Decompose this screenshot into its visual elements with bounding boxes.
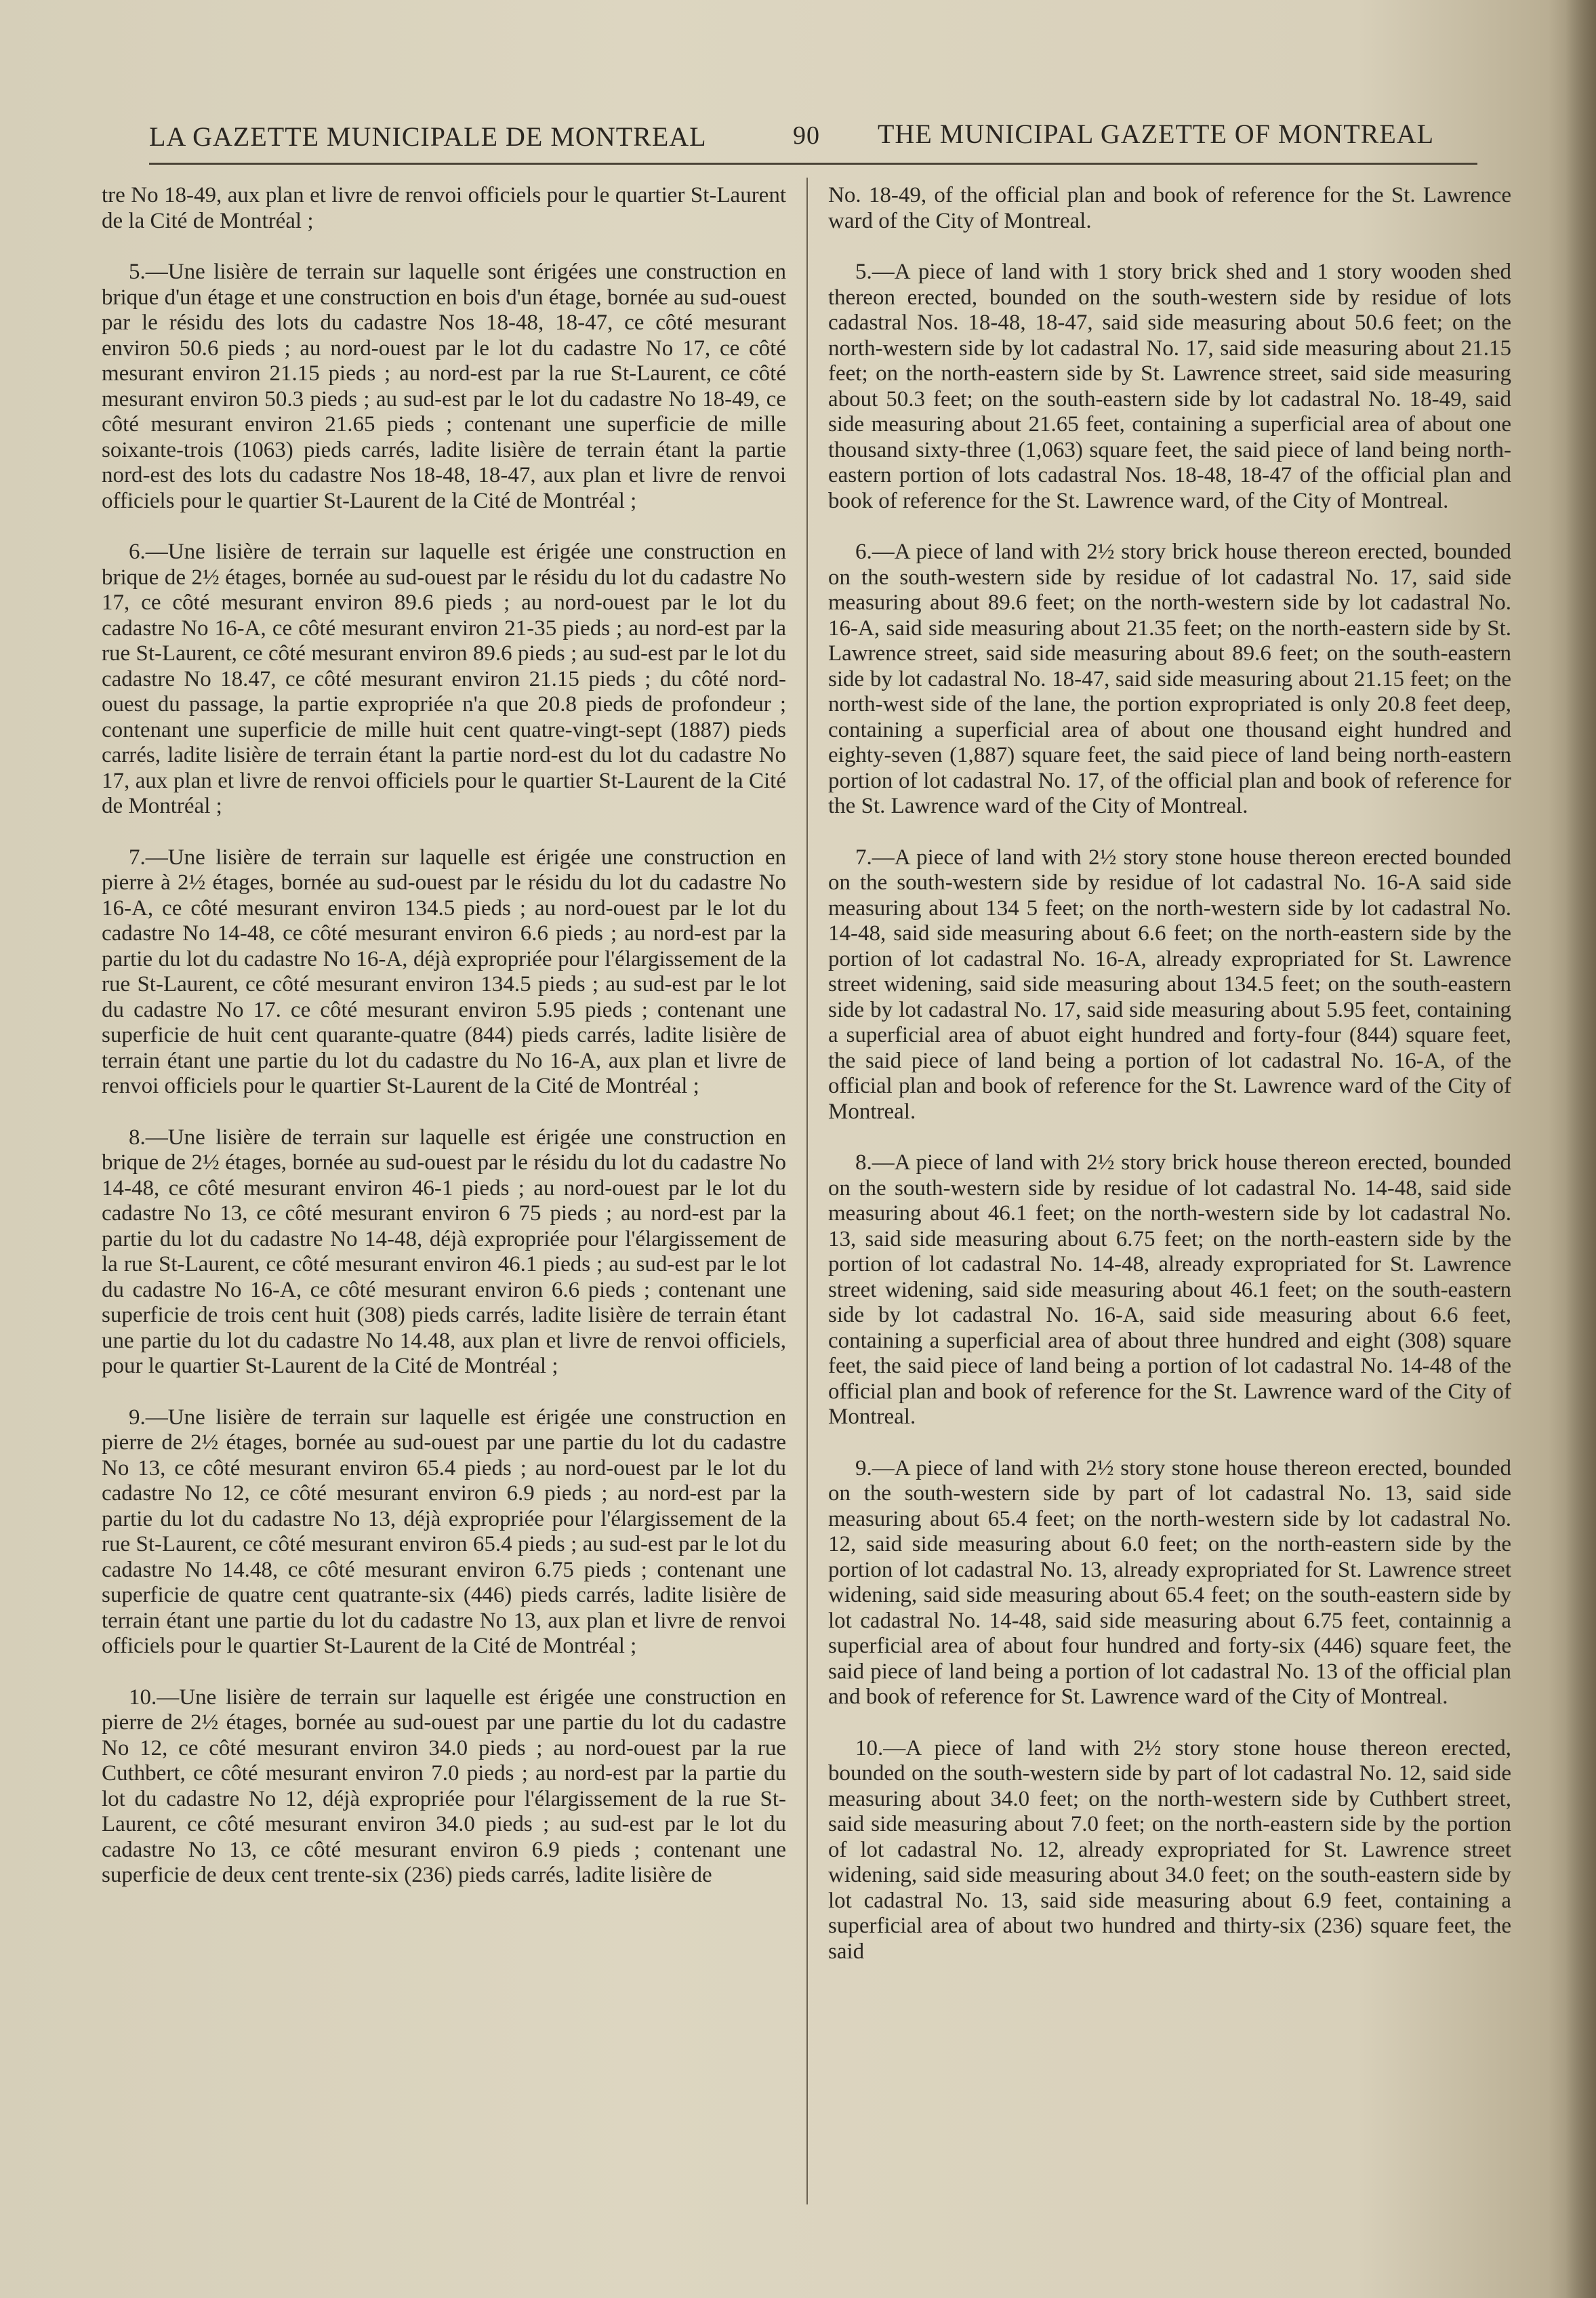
french-paragraph-8: 8.—Une lisière de terrain sur laquelle est érigée une construction en brique de 2½ étages, bornée au sud-ouest par le résidu du lot du cadastre No 14-48, ce côté mesurant environ 46-1 pieds ; au nord-ouest par le lot du cadastre No 13, ce côté mesurant environ 6 75 pieds ; au nord-est par la partie du lot du cadastre No 14-48, déjà expropriée pour l'élargissement de la rue St-Laurent, ce côté mesurant environ 46.1 pieds ; au sud-est par le lot du cadastre No 16-A, ce côté mesurant environ 6.6 pieds ; contenant une superficie de trois cent huit (308) pieds carrés, ladite lisière de terrain étant une partie du lot du cadastre No 14.48, aux plan et livre de renvoi officiels, pour le quartier St-Laurent de la Cité de Montréal ; — [102, 1125, 786, 1378]
english-paragraph-9: 9.—A piece of land with 2½ story stone house thereon erected, bounded on the south-western side by part of lot cadastral No. 13, said side measuring about 65.4 feet; on the north-western side by lot cadastral No. 12, said side measuring about 6.0 feet; on the north-eastern side by the portion of lot cadastral No. 13, already expropriated for St. Lawrence street widening, said side measuring about 65.4 feet; on the south-eastern side by lot cadastral No. 14-48, said side measuring about 6.75 feet, containnig a superficial area of about four hundred and forty-six (446) square feet, the said piece of land being a portion of lot cadastral No. 13 of the official plan and book of reference for St. Lawrence ward of the City of Montreal. — [828, 1455, 1511, 1709]
page-header — [149, 114, 1477, 161]
french-paragraph-continued: tre No 18-49, aux plan et livre de renvoi officiels pour le quartier St-Laurent de la Cité de Montréal ; — [102, 183, 786, 233]
english-paragraph-8: 8.—A piece of land with 2½ story brick house thereon erected, bounded on the south-western side by residue of lot cadastral No. 14-48, said side measuring about 46.1 feet; on the north-western side by lot cadastral No. 13, said side measuring about 6.75 feet; on the north-eastern side by the portion of lot cadastral No. 14-48, already expropriated for St. Lawrence street widening, said side measuring about 46.1 feet; on the south-eastern side by lot cadastral No. 16-A, said side measuring about 6.6 feet, containing a superficial area of about three hundred and eight (308) square feet, the said piece of land being a portion of lot cadastral No. 14-48 of the official plan and book of reference for the St. Lawrence ward of the City of Montreal. — [828, 1150, 1511, 1429]
french-paragraph-5: 5.—Une lisière de terrain sur laquelle sont érigées une construction en brique d'un étage et une construction en bois d'un étage, bornée au sud-ouest par le résidu des lots du cadastre Nos 18-48, 18-47, ce côté mesurant environ 50.6 pieds ; au nord-ouest par le lot du cadastre No 17, ce côté mesurant environ 21.15 pieds ; au nord-est par la rue St-Laurent, ce côté mesurant environ 50.3 pieds ; au sud-est par le lot du cadastre No 18-49, ce côté mesurant environ 21.65 pieds ; contenant une superficie de mille soixante-trois (1063) pieds carrés, ladite lisière de terrain étant la partie nord-est des lots du cadastre Nos 18-48, 18-47, aux plan et livre de renvoi officiels pour le quartier St-Laurent de la Cité de Montréal ; — [102, 260, 786, 513]
english-paragraph-7: 7.—A piece of land with 2½ story stone house thereon erected bounded on the south-western side by residue of lot cadastral No. 16-A said side measuring about 134 5 feet; on the north-western side by lot cadastral No. 14-48, said side measuring about 6.6 feet; on the north-eastern side by the portion of lot cadastral No. 16-A, already expropriated for St. Lawrence street widening, said side measuring about 134.5 feet; on the south-eastern side by lot cadastral No. 17, said side measuring about 5.95 feet, containing a superficial area of abuot eight hundred and forty-four (844) square feet, the said piece of land being a portion of lot cadastral No. 16-A, of the official plan and book of reference for the St. Lawrence ward of the City of Montreal. — [828, 845, 1511, 1124]
column-divider — [806, 178, 808, 2204]
header-french-title: LA GAZETTE MUNICIPALE DE MONTREAL — [149, 121, 707, 152]
header-english-title: THE MUNICIPAL GAZETTE OF MONTREAL — [878, 119, 1435, 149]
page-number: 90 — [793, 121, 820, 150]
page-spine-shadow — [1566, 0, 1596, 2298]
french-paragraph-9: 9.—Une lisière de terrain sur laquelle est érigée une construction en pierre de 2½ étages, bornée au sud-ouest par une partie du lot du cadastre No 13, ce côté mesurant environ 65.4 pieds ; au nord-ouest par le lot du cadastre No 12, ce côté mesurant environ 6.9 pieds ; au nord-est par la partie du lot du cadastre No 13, déjà expropriée pour l'élargissement de la rue St-Laurent, ce côté mesurant environ 65.4 pieds ; au sud-est par le lot du cadastre No 14.48, ce côté mesurant environ 6.75 pieds ; contenant une superficie de quatre cent quatrante-six (446) pieds carrés, ladite lisière de terrain étant une partie du lot du cadastre No 13, aux plan et livre de renvoi officiels pour le quartier St-Laurent de la Cité de Montréal ; — [102, 1405, 786, 1658]
english-paragraph-5: 5.—A piece of land with 1 story brick shed and 1 story wooden shed thereon erected, bounded on the south-western side by residue of lots cadastral Nos. 18-48, 18-47, said side measuring about 50.6 feet; on the north-western side by lot cadastral No. 17, said side measuring about 21.15 feet; on the north-eastern side by St. Lawrence street, said side measuring about 50.3 feet; on the south-eastern side by lot cadastral No. 18-49, said side measuring about 21.65 feet, containing a superficial area of about one thousand sixty-three (1,063) square feet, the said piece of land being north-eastern portion of lots cadastral Nos. 18-48, 18-47 of the official plan and book of reference for the St. Lawrence ward, of the City of Montreal. — [828, 260, 1511, 513]
english-paragraph-6: 6.—A piece of land with 2½ story brick house thereon erected, bounded on the south-western side by residue of lot cadastral No. 17, said side measuring about 89.6 feet; on the north-western side by lot cadastral No. 16-A, said side measuring about 21.35 feet; on the north-eastern side by St. Lawrence street, said side measuring about 89.6 feet; on the south-eastern side by lot cadastral No. 18-47, said side measuring about 21.15 feet; on the north-west side of the lane, the portion expropriated is only 20.8 feet deep, containing a superficial area of about one thousand eight hundred and eighty-seven (1,887) square feet, the said piece of land being north-eastern portion of lot cadastral No. 17, of the official plan and book of reference for the St. Lawrence ward of the City of Montreal. — [828, 540, 1511, 818]
french-paragraph-10: 10.—Une lisière de terrain sur laquelle est érigée une construction en pierre de 2½ étages, bornée au sud-ouest par une partie du lot du cadastre No 12, ce côté mesurant environ 34.0 pieds ; au nord-ouest par la rue Cuthbert, ce côté mesurant environ 7.0 pieds ; au nord-est par la partie du lot du cadastre No 12, déjà expropriée pour l'élargissement de la rue St-Laurent, ce côté mesurant environ 34.0 pieds ; au sud-est par le lot du cadastre No 13, ce côté mesurant environ 6.9 pieds ; contenant une superficie de deux cent trente-six (236) pieds carrés, ladite lisière de — [102, 1685, 786, 1887]
header-rule — [149, 163, 1477, 165]
english-paragraph-10: 10.—A piece of land with 2½ story stone house thereon erected, bounded on the south-western side by part of lot cadastral No. 12, said side measuring about 34.0 feet; on the north-western side by Cuthbert street, said side measuring about 7.0 feet; on the north-eastern side by the portion of lot cadastral No. 12, already expropriated for St. Lawrence street widening, said side measuring about 34.0 feet; on the south-eastern side by lot cadastral No. 13, said side measuring about 6.9 feet, containing a superficial area of about two hundred and thirty-six (236) square feet, the said — [828, 1735, 1511, 1964]
english-column — [828, 183, 1511, 2257]
french-column — [102, 183, 786, 2257]
french-paragraph-7: 7.—Une lisière de terrain sur laquelle est érigée une construction en pierre à 2½ étages, bornée au sud-ouest par le résidu du lot du cadastre No 16-A, ce côté mesurant environ 134.5 pieds ; au nord-ouest par le lot du cadastre No 14-48, ce côté mesurant environ 6.6 pieds ; au nord-est par la partie du lot du cadastre No 16-A, déjà expropriée pour l'élargissement de la rue St-Laurent, ce côté mesurant environ 134.5 pieds ; au sud-est par le lot du cadastre No 17. ce côté mesurant environ 5.95 pieds ; contenant une superficie de huit cent quarante-quatre (844) pieds carrés, ladite lisière de terrain étant une partie du lot du cadastre du No 16-A, aux plan et livre de renvoi officiels pour le quartier St-Laurent de la Cité de Montréal ; — [102, 845, 786, 1098]
french-paragraph-6: 6.—Une lisière de terrain sur laquelle est érigée une construction en brique de 2½ étages, bornée au sud-ouest par le résidu du lot du cadastre No 17, ce côté mesurant environ 89.6 pieds ; au nord-ouest par le lot du cadastre No 16-A, ce côté mesurant environ 21-35 pieds ; au nord-est par la rue St-Laurent, ce côté mesurant environ 89.6 pieds ; au sud-est par le lot du cadastre No 18.47, ce côté mesurant environ 21.15 pieds ; du côté nord-ouest du passage, la partie expropriée n'a que 20.8 pieds de profondeur ; contenant une superficie de mille huit cent quatre-vingt-sept (1887) pieds carrés, ladite lisière de terrain étant la partie nord-est du lot du cadastre No 17, aux plan et livre de renvoi officiels pour le quartier St-Laurent de la Cité de Montréal ; — [102, 540, 786, 818]
english-paragraph-continued: No. 18-49, of the official plan and book of reference for the St. Lawrence ward of the City of Montreal. — [828, 183, 1511, 233]
